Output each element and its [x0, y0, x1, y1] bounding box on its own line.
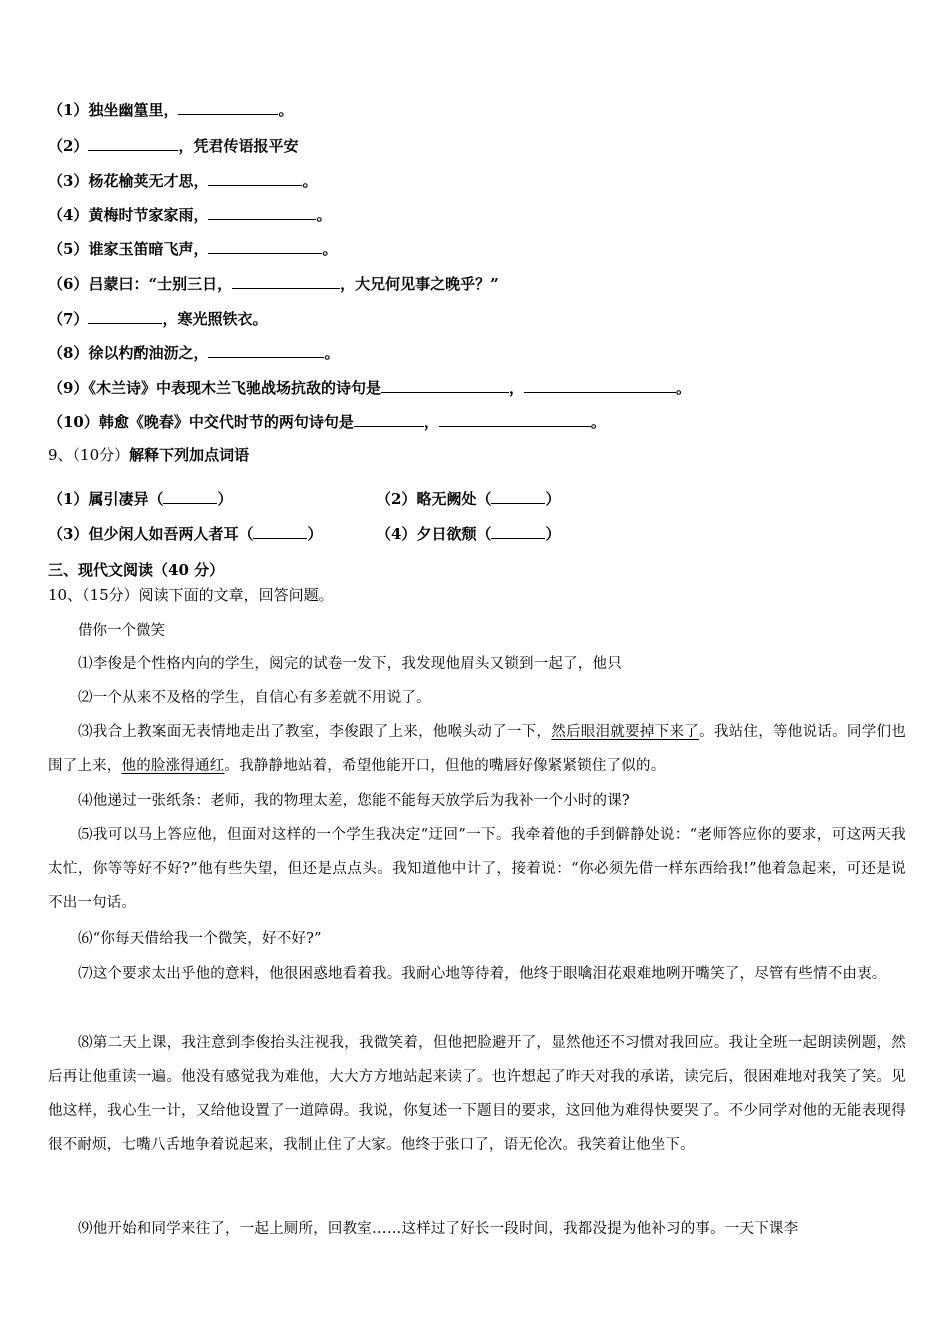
- q8-line-6: （6）吕蒙曰：“士别三日， ，大兄何见事之晚乎？”: [48, 275, 499, 293]
- answer-blank[interactable]: [88, 309, 162, 324]
- q8-line-4: （4）黄梅时节家家雨， 。: [48, 206, 332, 224]
- answer-blank[interactable]: [163, 489, 217, 504]
- answer-blank[interactable]: [524, 378, 676, 393]
- paragraph-4: ⑷他递过一张纸条：老师，我的物理太差，您能不能每天放学后为我补一个小时的课?: [78, 793, 630, 809]
- answer-blank[interactable]: [439, 412, 591, 427]
- section-heading: 三、现代文阅读（40 分）: [48, 561, 225, 579]
- q8-line-10: （10）韩愈《晚春》中交代时节的两句诗句是 ， 。: [48, 413, 606, 431]
- answer-blank[interactable]: [354, 412, 424, 427]
- paragraph-2: ⑵一个从来不及格的学生，自信心有多差就不用说了。: [78, 690, 431, 706]
- q8-line-7: （7） ，寒光照铁衣。: [48, 310, 268, 328]
- q9-item-1: （1）属引凄异（ ）: [48, 490, 233, 508]
- paragraph-6: ⑹“你每天借给我一个微笑，好不好?”: [78, 931, 322, 947]
- answer-blank[interactable]: [88, 136, 178, 151]
- answer-blank[interactable]: [381, 378, 509, 393]
- answer-blank[interactable]: [491, 524, 545, 539]
- answer-blank[interactable]: [208, 205, 316, 220]
- q8-line-8: （8）徐以杓酌油沥之， 。: [48, 344, 340, 362]
- q8-line-5: （5）谁家玉笛暗飞声， 。: [48, 240, 338, 258]
- answer-blank[interactable]: [208, 171, 302, 186]
- paragraph-1: ⑴李俊是个性格内向的学生，阅完的试卷一发下，我发现他眉头又锁到一起了，他只: [78, 656, 622, 672]
- q8-line-2: （2） ，凭君传语报平安: [48, 137, 299, 155]
- q8-line-9: （9）《木兰诗》中表现木兰飞驰战场抗敌的诗句是 ， 。: [48, 379, 691, 397]
- paragraph-3: ⑶我合上教案面无表情地走出了教室，李俊跟了上来，他喉头动了一下，然后眼泪就要掉下来了。我站住，等他说话。同学们也围了上来，他的脸涨得通红。我静静地站着，希望他能开口，但他的嘴唇好像紧紧锁住了似的。: [48, 724, 906, 774]
- q9-heading: 9、（10分）解释下列加点词语: [48, 446, 250, 464]
- q9-item-3: （3）但少闲人如吾两人者耳（ ）: [48, 525, 323, 543]
- paragraph-5: ⑸我可以马上答应他，但面对这样的一个学生我决定“迂回”一下。我牵着他的手到僻静处说：“老师答应你的要求，可这两天我太忙，你等等好不好?”他有些失望，但还是点点头。我知道他中计了，接着说：“你必须先借一样东西给我!”他着急起来，可还是说不出一句话。: [48, 827, 906, 911]
- answer-blank[interactable]: [178, 100, 278, 115]
- q8-line-1: （1）独坐幽篁里， 。: [48, 101, 294, 119]
- answer-blank[interactable]: [491, 489, 545, 504]
- article-title: 借你一个微笑: [78, 623, 165, 639]
- answer-blank[interactable]: [208, 239, 322, 254]
- answer-blank[interactable]: [232, 274, 340, 289]
- underlined-phrase: 然后眼泪就要掉下来了: [551, 724, 700, 740]
- q9-item-4: （4）夕日欲颓（ ）: [376, 525, 561, 543]
- answer-blank[interactable]: [208, 343, 324, 358]
- q8-line-3: （3）杨花榆荚无才思， 。: [48, 172, 318, 190]
- q10-heading: 10、（15分）阅读下面的文章，回答问题。: [48, 586, 334, 604]
- paragraph-9: ⑼他开始和同学来往了，一起上厕所，回教室……这样过了好长一段时间，我都没提为他补习的事。一天下课李: [78, 1221, 799, 1237]
- q9-item-2: （2）略无阙处（ ）: [376, 490, 561, 508]
- answer-blank[interactable]: [253, 524, 307, 539]
- underlined-phrase: 他的脸涨得通红: [121, 758, 225, 774]
- paragraph-7: ⑺这个要求太出乎他的意料，他很困惑地看着我。我耐心地等待着，他终于眼噙泪花艰难地咧开嘴笑了，尽管有些情不由衷。: [78, 966, 887, 982]
- paragraph-8: ⑻第二天上课，我注意到李俊抬头注视我，我微笑着，但他把脸避开了，显然他还不习惯对我回应。我让全班一起朗读例题，然后再让他重读一遍。他没有感觉我为难他，大大方方地站起来读了。也许想起了昨天对我的承诺，读完后，很困难地对我笑了笑。见他这样，我心生一计，又给他设置了一道障碍。我说，你复述一下题目的要求，这回他为难得快要哭了。不少同学对他的无能表现得很不耐烦，七嘴八舌地争着说起来，我制止住了大家。他终于张口了，语无伦次。我笑着让他坐下。: [48, 1035, 906, 1153]
